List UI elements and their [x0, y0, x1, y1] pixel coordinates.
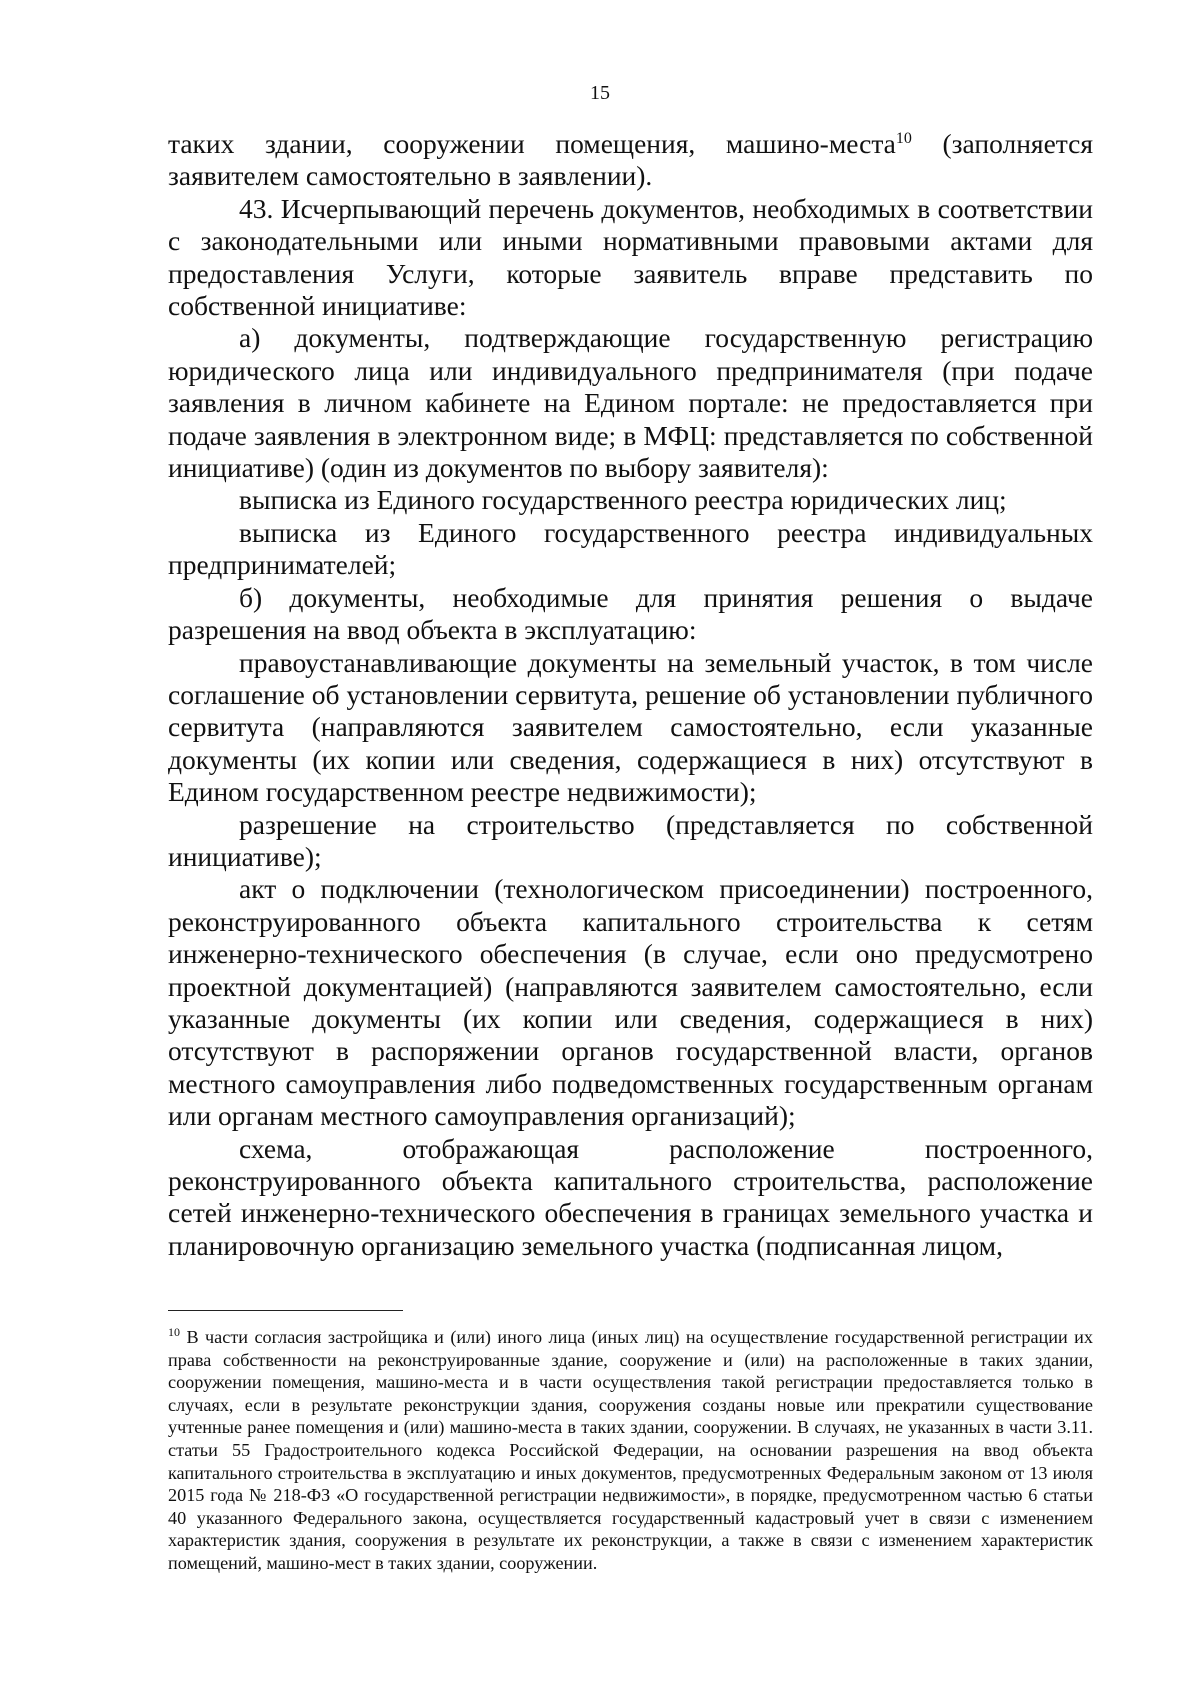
paragraph-item-a: а) документы, подтверждающие государственную регистрацию юридического лица или индивидуального предпринимателя (при подаче заявления в личном кабинете на Едином портале: не предоставляется при подаче заявления в электронном виде; в МФЦ: представляется по собственной инициативе) (один из документов по выбору заявителя):: [168, 322, 1093, 484]
paragraph-continuation-tail: (заполняется заявителем самостоятельно в заявлении).: [168, 128, 1093, 192]
paragraph-43: 43. Исчерпывающий перечень документов, необходимых в соответствии с законодательными или иными нормативными правовыми актами для предоставления Услуги, которые заявитель вправе представить по собственной инициативе:: [168, 192, 1093, 322]
paragraph-continuation-text: таких здании, сооружении помещения, машино-места: [168, 128, 896, 159]
footnote-separator: [168, 1310, 403, 1311]
paragraph-egrip: выписка из Единого государственного реестра индивидуальных предпринимателей;: [168, 516, 1093, 581]
paragraph-item-b: б) документы, необходимые для принятия решения о выдаче разрешения на ввод объекта в эксплуатацию:: [168, 581, 1093, 646]
paragraph-continuation: [168, 128, 1093, 193]
paragraph-site-scheme: схема, отображающая расположение построенного, реконструированного объекта капитального строительства, расположение сетей инженерно-технического обеспечения в границах земельного участка и планировочную организацию земельного участка (подписанная лицом,: [168, 1132, 1093, 1261]
footnote-mark: 10: [168, 1324, 180, 1339]
paragraph-building-permit: разрешение на строительство (представляется по собственной инициативе);: [168, 808, 1093, 872]
body-text: [168, 128, 1093, 1262]
paragraph-egrul: выписка из Единого государственного реестра юридических лиц;: [239, 484, 1007, 516]
footnote-10: [168, 1326, 1093, 1575]
paragraph-land-documents: правоустанавливающие документы на земельный участок, в том числе соглашение об установлении сервитута, решение об установлении публичного сервитута (направляются заявителем самостоятельно, если указанные документы (их копии или сведения, содержащиеся в них) отсутствуют в Едином государственном реестре недвижимости);: [168, 646, 1093, 808]
footnote-reference: 10: [895, 129, 912, 147]
page-number: 15: [590, 82, 610, 104]
paragraph-connection-act: акт о подключении (технологическом присоединении) построенного, реконструированного объекта капитального строительства к сетям инженерно-технического обеспечения (в случае, если оно предусмотрено проектной документацией) (направляются заявителем самостоятельно, если указанные документы (их копии или сведения, содержащиеся в них) отсутствуют в распоряжении органов государственной власти, органов местного самоуправления либо подведомственных государственным органам или органам местного самоуправления организаций);: [168, 873, 1093, 1132]
footnote-text: В части согласия застройщика и (или) иного лица (иных лиц) на осуществление государственной регистрации их права собственности на реконструированные здание, сооружение и (или) на расположенные в таких здании, сооружении помещения, машино-места и в части осуществления такой регистрации предоставляется только в случаях, если в результате реконструкции здания, сооружения созданы новые или прекратили существование учтенные ранее помещения и (или) машино-места в таких здании, сооружении. В случаях, не указанных в части 3.11. статьи 55 Градостроительного кодекса Российской Федерации, на основании разрешения на ввод объекта капитального строительства в эксплуатацию и иных документов, предусмотренных Федеральным законом от 13 июля 2015 года № 218-ФЗ «О государственной регистрации недвижимости», в порядке, предусмотренном частью 6 статьи 40 указанного Федерального закона, осуществляется государственный кадастровый учет в связи с изменением характеристик здания, сооружения в результате их реконструкции, а также в связи с изменением характеристик помещений, машино-мест в таких здании, сооружении.: [168, 1327, 1093, 1573]
footnote: [168, 1326, 1093, 1575]
